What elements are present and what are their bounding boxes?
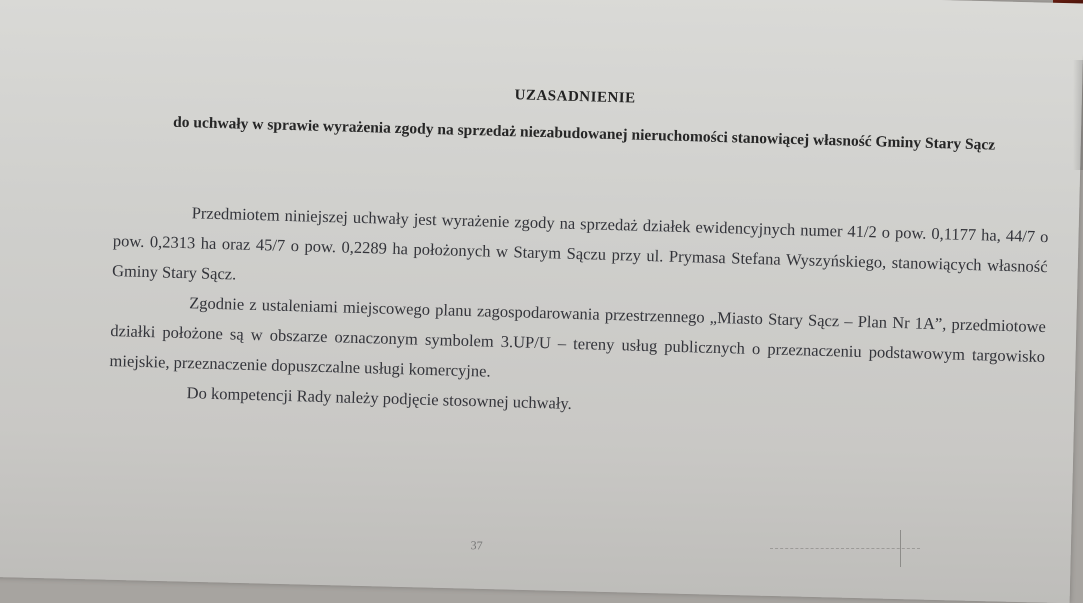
document-body bbox=[108, 196, 1048, 432]
paragraph-council-competence: Do kompetencji Rady należy podjęcie stosownej uchwały. bbox=[186, 383, 573, 413]
paragraph-zoning-plan: Zgodnie z ustaleniami miejscowego planu zagospodarowania przestrzennego „Miasto Stary Sącz – Plan Nr 1A”, przedmiotowe działki położone są w obszarze oznaczonym symbolem 3.UP/U – tereny usług publicznych o przeznaczeniu podstawowym targowisko miejskie, przeznaczenie dopuszczalne usługi komercyjne. bbox=[109, 293, 1047, 381]
page-number: 37 bbox=[470, 538, 483, 553]
pencil-mark bbox=[900, 530, 901, 567]
paragraph-subject: Przedmiotem niniejszej uchwały jest wyrażenie zgody na sprzedaż działek ewidencyjnych numer 41/2 o pow. 0,1177 ha, 44/7 o pow. 0,2313 ha oraz 45/7 o pow. 0,2289 ha położonych w Starym Sączu przy ul. Prymasa Stefana Wyszyńskiego, stanowiących własność Gminy Stary Sącz. bbox=[111, 203, 1049, 284]
document-subtitle: do uchwały w sprawie wyrażenia zgody na sprzedaż niezabudowanej nieruchomości stanowiącej własność Gminy Stary Sącz bbox=[172, 113, 996, 154]
fold-line bbox=[770, 548, 920, 550]
document-title: UZASADNIENIE bbox=[514, 87, 636, 107]
page-edge-shadow bbox=[1073, 60, 1083, 170]
